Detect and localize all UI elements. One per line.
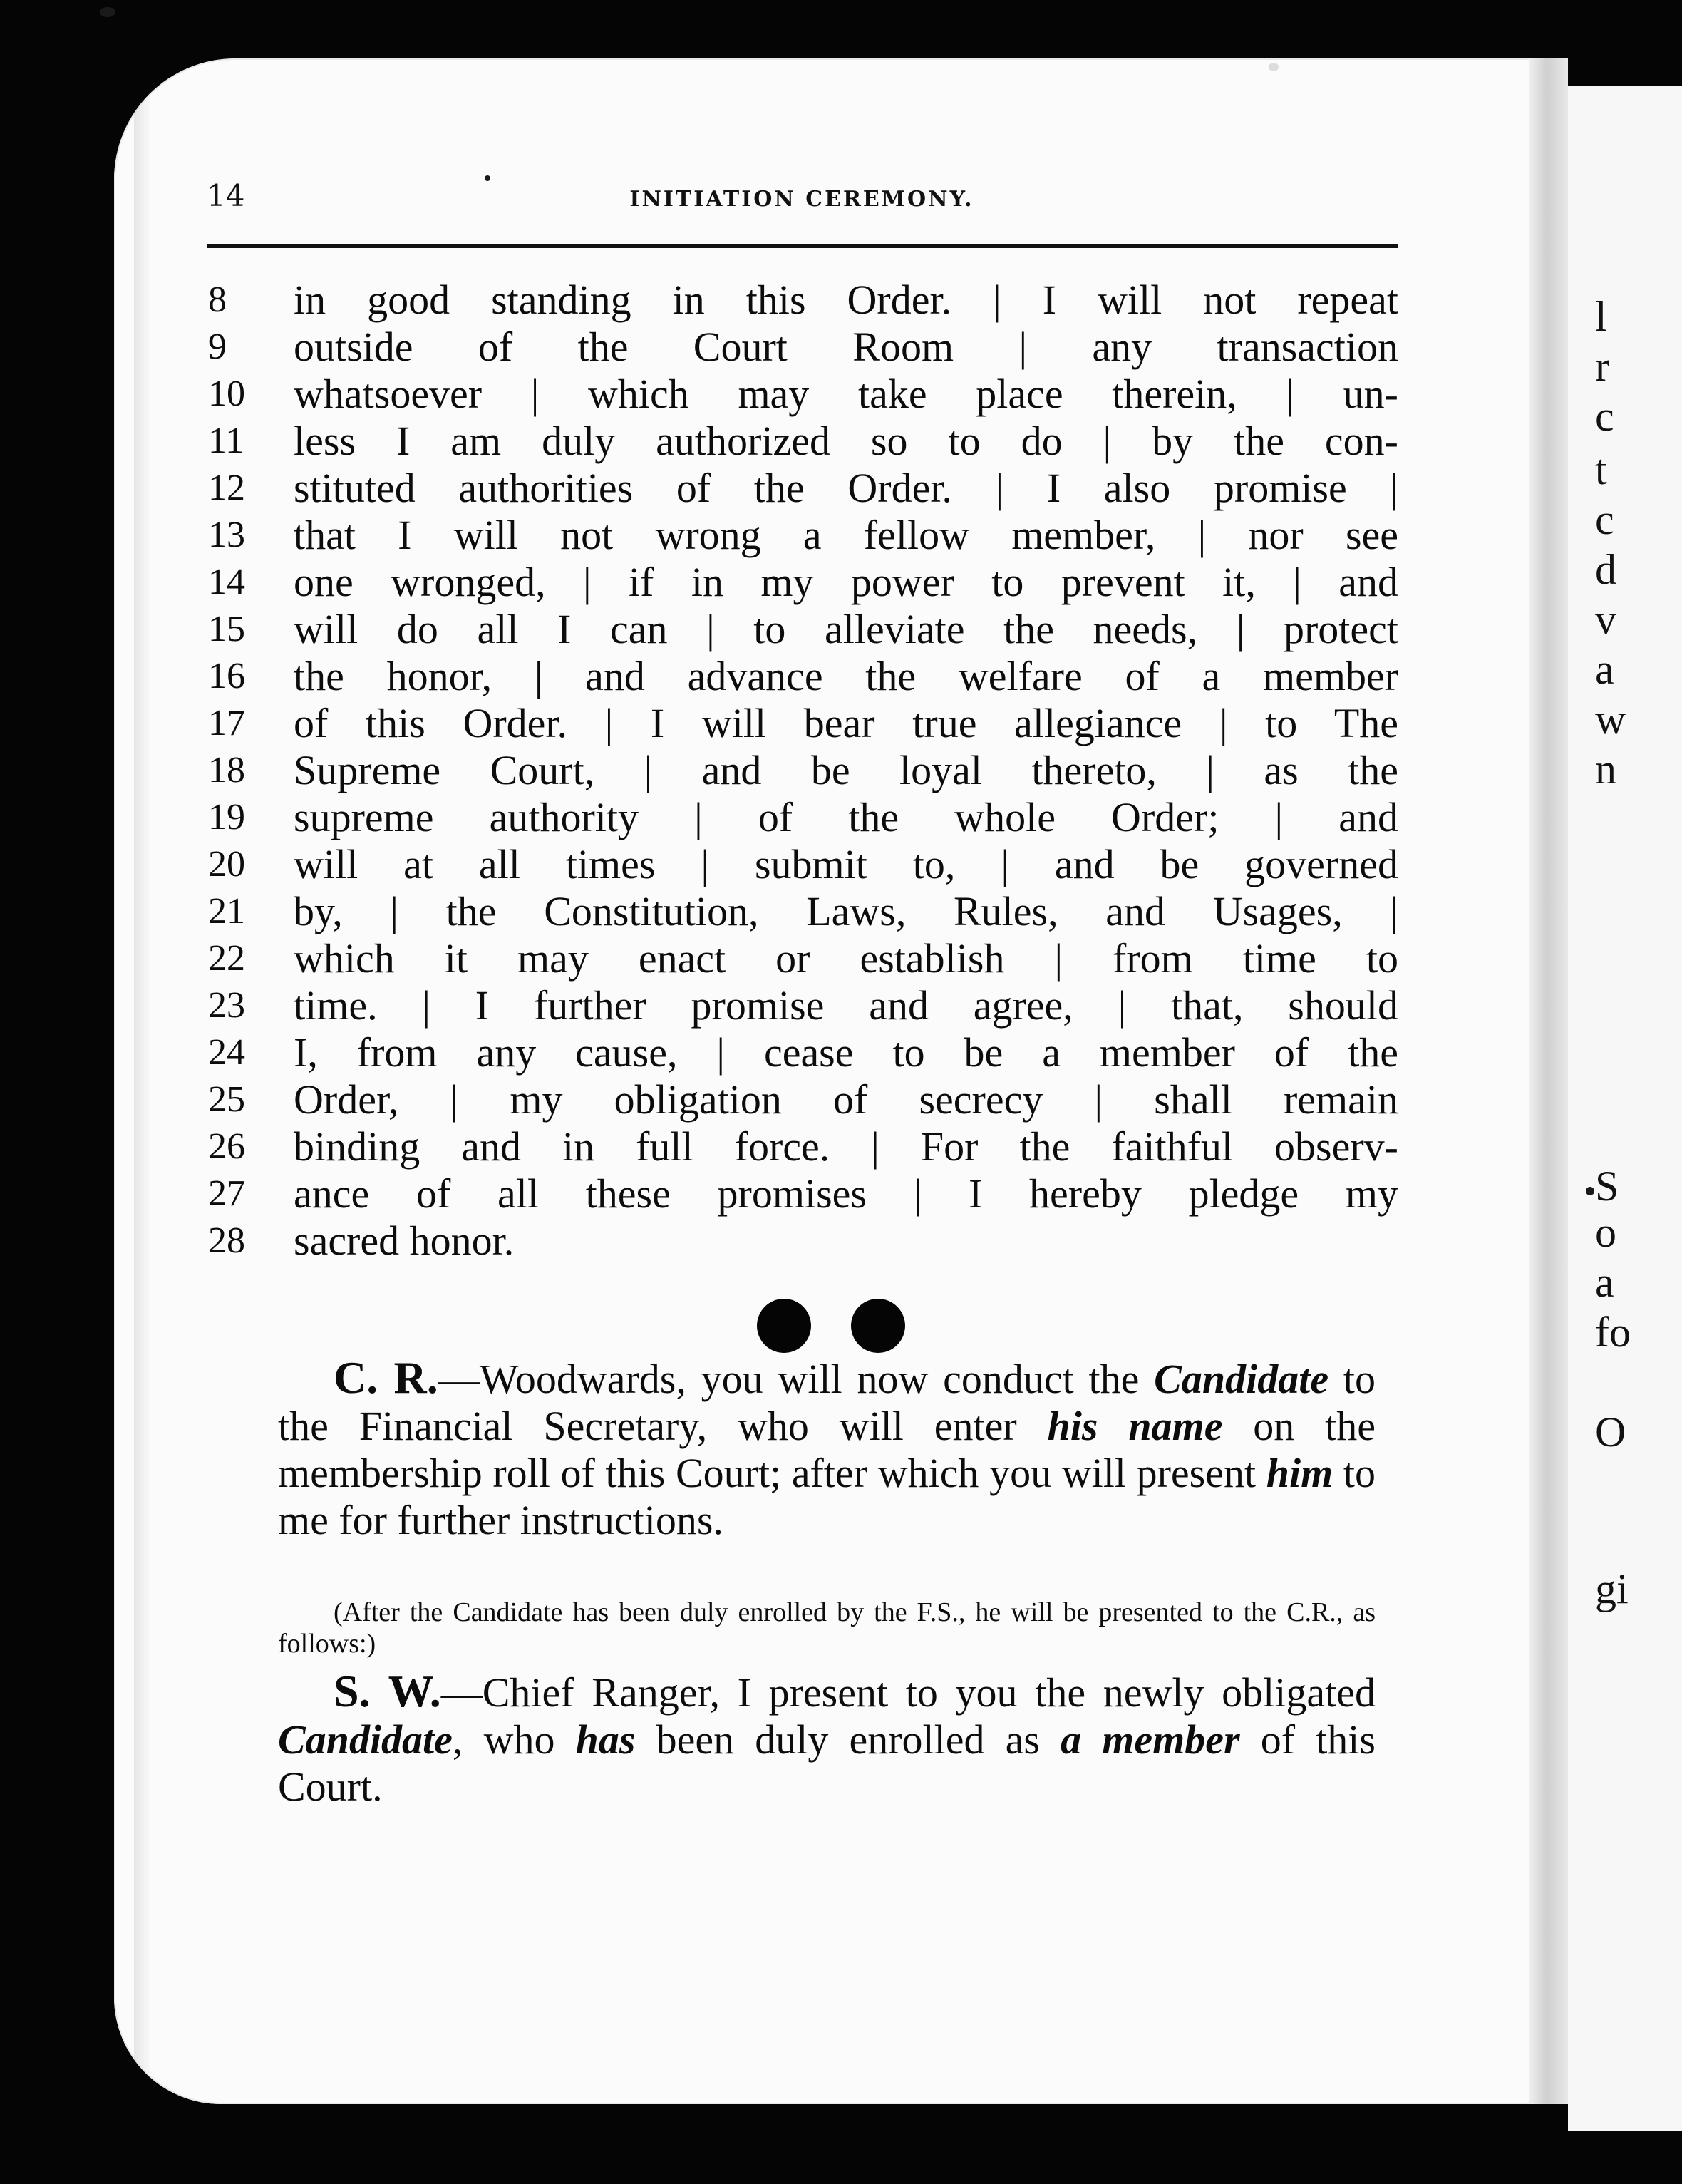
line-text: will do all I can | to alleviate the needs, | protect: [294, 606, 1398, 652]
line-text: outside of the Court Room | any transaction: [294, 324, 1398, 370]
line-text: binding and in full force. | For the faithful observ-: [294, 1123, 1398, 1170]
paragraph-text: to me for further instructions.: [278, 1450, 1376, 1543]
paragraph-text: —Woodwards, you will now conduct the: [438, 1356, 1155, 1402]
oath-line: [208, 559, 1398, 606]
paragraph-text: to the Financial Secretary, who will enter: [278, 1356, 1376, 1449]
scan-speck: [1586, 1187, 1594, 1195]
line-text: by, | the Constitution, Laws, Rules, and Usages, |: [294, 888, 1398, 934]
facing-page: [1568, 86, 1682, 2131]
oath-line: [208, 841, 1398, 888]
line-number: 16: [208, 656, 245, 696]
line-number: 22: [208, 938, 245, 979]
facing-page-fragment: n: [1595, 746, 1616, 793]
oath-line: [208, 1170, 1398, 1217]
oath-text: [208, 277, 1398, 1264]
line-number: 27: [208, 1173, 245, 1214]
running-head: INITIATION CEREMONY.: [629, 187, 974, 212]
line-number: 20: [208, 844, 245, 885]
page-number: 14: [207, 178, 245, 213]
facing-page-fragment: d: [1595, 546, 1616, 593]
scan-speck: [485, 175, 490, 181]
oath-line: [208, 1029, 1398, 1076]
header-rule: [207, 244, 1398, 248]
line-number: 17: [208, 703, 245, 743]
facing-page-fragment: O: [1595, 1408, 1626, 1456]
italic-text: him: [1266, 1450, 1333, 1496]
line-text: I, from any cause, | cease to be a member of the: [294, 1029, 1398, 1076]
oath-line: [208, 935, 1398, 982]
line-number: 28: [208, 1220, 245, 1261]
line-text: supreme authority | of the whole Order; | and: [294, 794, 1398, 840]
line-number: 21: [208, 891, 245, 932]
oath-line: [208, 1076, 1398, 1123]
section-ornament: [757, 1299, 914, 1356]
facing-page-fragment: a: [1595, 646, 1614, 693]
line-text: the honor, | and advance the welfare of a member: [294, 653, 1398, 699]
line-number: 14: [208, 562, 245, 602]
oath-line: [208, 982, 1398, 1029]
line-text: Order, | my obligation of secrecy | shall remain: [294, 1076, 1398, 1123]
facing-page-fragment: r: [1595, 343, 1609, 390]
scan-speck: [100, 7, 115, 17]
oath-line: [208, 700, 1398, 747]
scan-speck: [1269, 63, 1279, 71]
oath-line: [208, 747, 1398, 794]
line-text: whatsoever | which may take place therein, | un-: [294, 371, 1398, 417]
italic-text: his name: [1047, 1403, 1223, 1449]
oath-line: [208, 371, 1398, 418]
line-number: 24: [208, 1032, 245, 1073]
page-header: [207, 178, 1397, 235]
facing-page-fragment: c: [1595, 496, 1614, 543]
line-number: 25: [208, 1079, 245, 1120]
speaker-label: C. R.: [334, 1352, 438, 1403]
line-text: stituted authorities of the Order. | I also promise |: [294, 465, 1398, 511]
facing-page-fragment: c: [1595, 393, 1614, 440]
italic-text: Candidate: [278, 1716, 453, 1763]
oath-line: [208, 512, 1398, 559]
facing-page-fragment: l: [1595, 293, 1607, 340]
ornament-dot: [757, 1299, 811, 1353]
stage-direction: (After the Candidate has been duly enrolled by the F.S., he will be presented to the C.R., as follows:): [278, 1597, 1376, 1659]
paragraph-text: —Chief Ranger, I present to you the newly obligated: [440, 1669, 1376, 1716]
line-text: sacred honor.: [294, 1217, 515, 1264]
line-number: 15: [208, 609, 245, 649]
line-text: less I am duly authorized so to do | by the con-: [294, 418, 1398, 464]
line-text: Supreme Court, | and be loyal thereto, | as the: [294, 747, 1398, 793]
facing-page-fragment: v: [1595, 596, 1616, 643]
line-text: in good standing in this Order. | I will not repeat: [294, 277, 1398, 323]
ornament-dot: [851, 1299, 905, 1353]
line-number: 23: [208, 985, 245, 1026]
italic-text: Candidate: [1154, 1356, 1329, 1402]
italic-text: has: [575, 1716, 636, 1763]
facing-page-fragment: S: [1595, 1163, 1619, 1210]
line-number: 19: [208, 797, 245, 838]
facing-page-fragment: t: [1595, 446, 1607, 493]
speaker-label: S. W.: [334, 1666, 441, 1716]
facing-page-fragment: gi: [1595, 1565, 1629, 1612]
paragraph-text: of this Court.: [278, 1716, 1376, 1810]
page-gutter: [1529, 58, 1568, 2104]
oath-line: [208, 1123, 1398, 1170]
facing-page-fragment: a: [1595, 1259, 1614, 1306]
line-text: ance of all these promises | I hereby pledge my: [294, 1170, 1398, 1217]
chief-ranger-instruction: [278, 1354, 1376, 1544]
line-text: will at all times | submit to, | and be governed: [294, 841, 1398, 887]
oath-line: [208, 794, 1398, 841]
oath-line: [208, 606, 1398, 653]
paragraph-text: been duly enrolled as: [635, 1716, 1061, 1763]
line-text: one wronged, | if in my power to prevent it, | and: [294, 559, 1398, 605]
facing-page-fragment: fo: [1595, 1309, 1631, 1356]
line-text: time. | I further promise and agree, | that, should: [294, 982, 1398, 1029]
paragraph-text: on the membership roll of this Court; after which you will present: [278, 1403, 1376, 1496]
senior-warden-response: [278, 1668, 1376, 1810]
line-number: 10: [208, 374, 245, 414]
oath-line: [208, 653, 1398, 700]
oath-line: [208, 1217, 1398, 1264]
line-number: 11: [208, 421, 244, 461]
line-number: 13: [208, 515, 245, 555]
line-number: 26: [208, 1126, 245, 1167]
facing-page-fragment: o: [1595, 1209, 1616, 1256]
line-text: which it may enact or establish | from time to: [294, 935, 1398, 982]
facing-page-fragment: w: [1595, 696, 1626, 743]
italic-text: a member: [1061, 1716, 1240, 1763]
line-text: that I will not wrong a fellow member, | nor see: [294, 512, 1398, 558]
oath-line: [208, 465, 1398, 512]
line-number: 12: [208, 468, 245, 508]
line-number: 8: [208, 279, 227, 320]
paragraph-text: , who: [452, 1716, 576, 1763]
line-number: 9: [208, 326, 227, 367]
oath-line: [208, 418, 1398, 465]
line-text: of this Order. | I will bear true allegiance | to The: [294, 700, 1398, 746]
oath-line: [208, 324, 1398, 371]
oath-line: [208, 888, 1398, 935]
line-number: 18: [208, 750, 245, 790]
oath-line: [208, 277, 1398, 324]
